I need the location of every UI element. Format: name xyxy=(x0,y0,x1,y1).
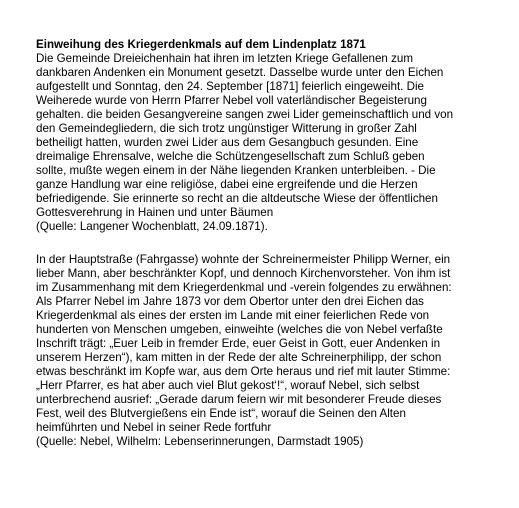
text-line: heimführten und Nebel in seiner Rede fortfuhr xyxy=(36,421,272,434)
text-line: Weiherede wurde von Herrn Pfarrer Nebel voll vaterländischer Begeisterung xyxy=(36,94,427,107)
text-line: unserem Herzen“), kam mitten in der Rede der alte Schreinerphilipp, der schon xyxy=(36,351,442,364)
text-line: Als Pfarrer Nebel im Jahre 1873 vor dem Obertor unter den drei Eichen das xyxy=(36,295,424,308)
text-line: etwas beschränkt im Kopfe war, aus dem Orte heraus und rief mit lauter Stimme: xyxy=(36,365,451,378)
source-citation: (Quelle: Nebel, Wilhelm: Lebenserinnerungen, Darmstadt 1905) xyxy=(36,435,364,448)
section-title: Einweihung des Kriegerdenkmals auf dem Lindenplatz 1871 xyxy=(36,38,366,51)
text-line: sollte, mußte wegen einem in der Nähe liegenden Kranken unterbleiben. - Die xyxy=(36,164,436,177)
text-line: hunderten von Menschen umgeben, einweihte (welches die von Nebel verfaßte xyxy=(36,323,443,336)
text-line: unterbrechend ausrief: „Gerade darum feiern wir mit besonderer Freude dieses xyxy=(36,393,442,406)
text-line: den Gemeindegliedern, die sich trotz ungünstiger Witterung in großer Zahl xyxy=(36,122,417,135)
text-line: ganze Handlung war eine religiöse, dabei eine ergreifende und die Herzen xyxy=(36,178,418,191)
text-line: Inschrift trägt: „Euer Leib in fremder Erde, euer Geist in Gott, euer Andenken in xyxy=(36,337,441,350)
text-line: „Herr Pfarrer, es hat aber auch viel Blut gekost‘!“, worauf Nebel, sich selbst xyxy=(36,379,420,392)
text-line: befriedigende. Sie erinnerte so recht an die altdeutsche Wiese der öffentlichen xyxy=(36,192,438,205)
text-line: Fest, weil des Blutvergießens ein Ende ist“, worauf die Seinen den Alten xyxy=(36,407,406,420)
text-line: im Zusammenhang mit dem Kriegerdenkmal und -verein folgendes zu erwähnen: xyxy=(36,281,452,294)
text-line: In der Hauptstraße (Fahrgasse) wohnte der Schreinermeister Philipp Werner, ein xyxy=(36,253,451,266)
text-line: gehalten. die beiden Gesangvereine sangen zwei Lider gemeinschaftlich und von xyxy=(36,108,454,121)
text-line: dankbaren Andenken ein Monument gesetzt. Dasselbe wurde unter den Eichen xyxy=(36,66,444,79)
text-line: Die Gemeinde Dreieichenhain hat ihren im letzten Kriege Gefallenen zum xyxy=(36,52,414,65)
text-line: dreimalige Ehrensalve, welche die Schützengesellschaft zum Schluß geben xyxy=(36,150,425,163)
source-citation: (Quelle: Langener Wochenblatt, 24.09.1871). xyxy=(36,220,268,233)
text-line: lieber Mann, aber beschränkter Kopf, und dennoch Kirchenvorsteher. Von ihm ist xyxy=(36,267,451,280)
text-line: aufgestellt und Sonntag, den 24. September [1871] feierlich eingeweiht. Die xyxy=(36,80,425,93)
text-line: Kriegerdenkmal als eines der ersten im Lande mit einer feierlichen Rede von xyxy=(36,309,430,322)
text-line: Gottesverehrung in Hainen und unter Bäumen xyxy=(36,206,274,219)
text-line: betheiligt hatten, wurden zwei Lider aus dem Gesangbuch gesunden. Eine xyxy=(36,136,419,149)
